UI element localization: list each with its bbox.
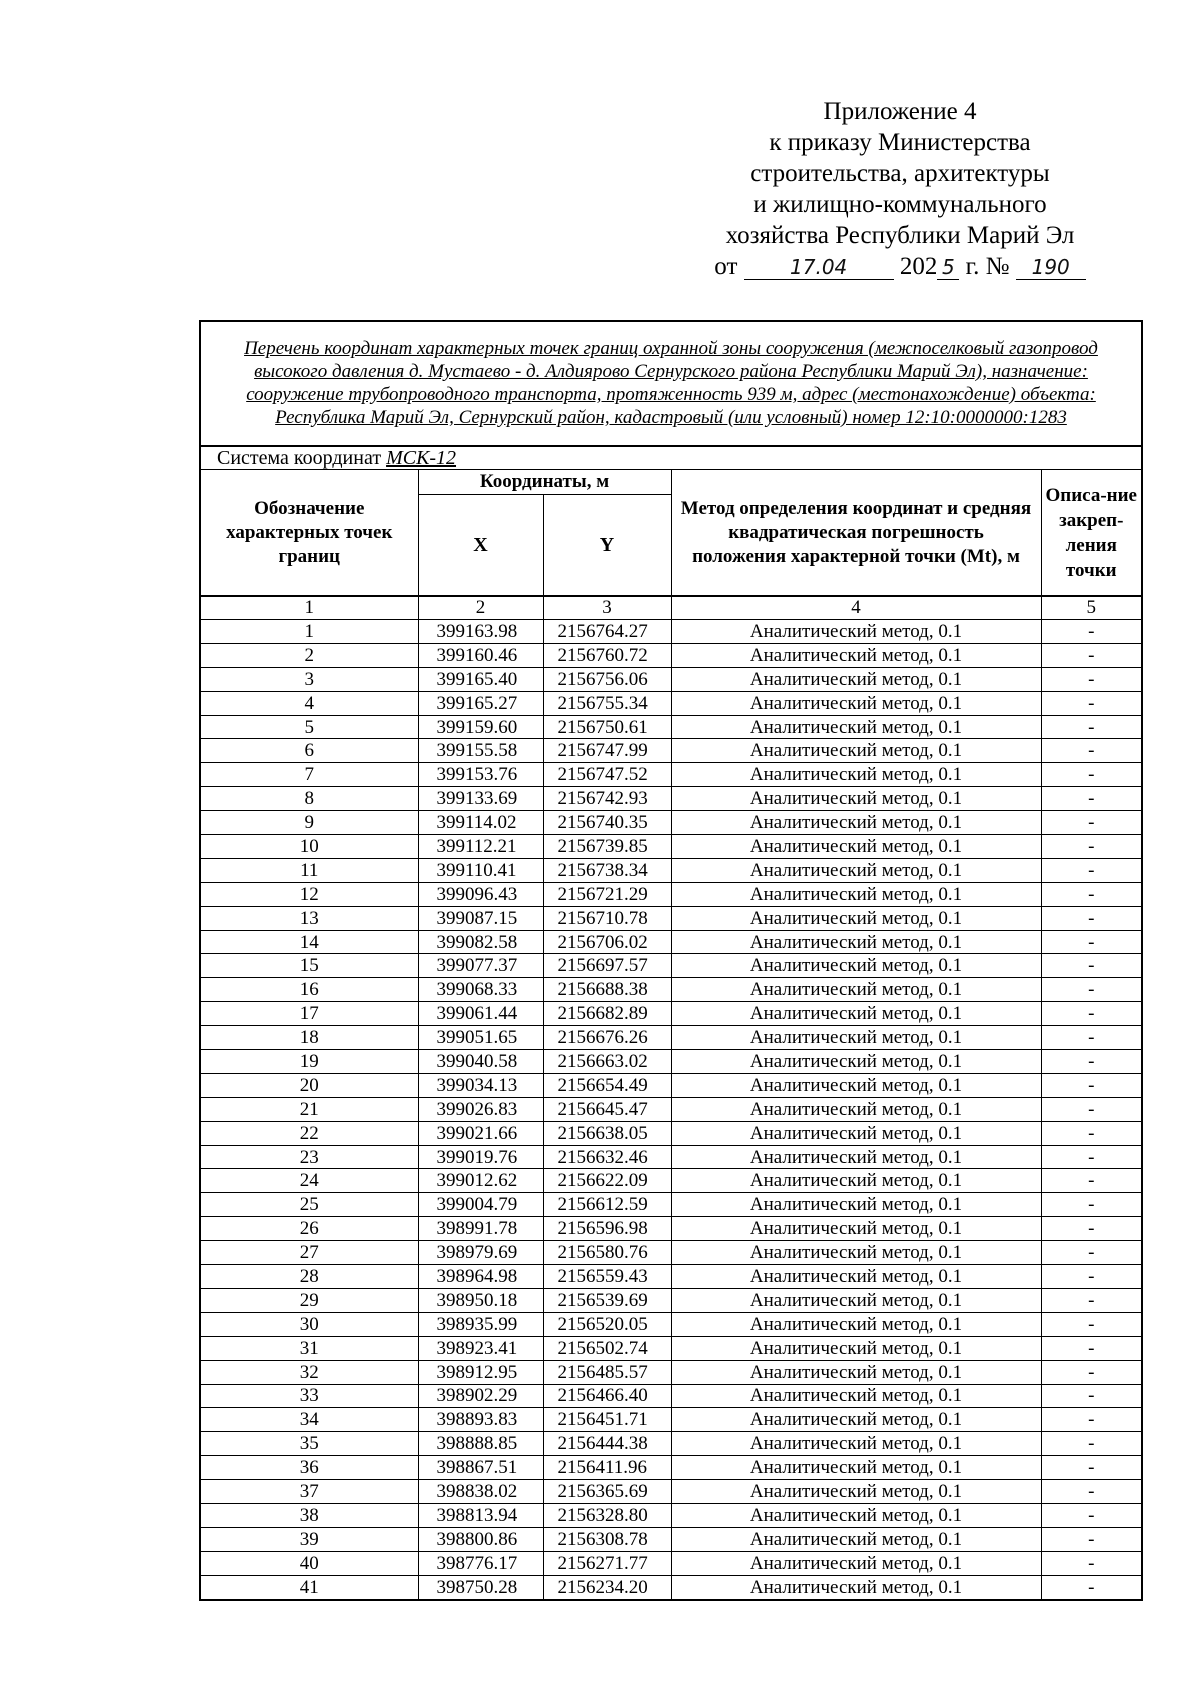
x-coordinate: 398935.99 bbox=[418, 1312, 543, 1336]
fixing-description: - bbox=[1041, 1336, 1142, 1360]
y-coordinate: 2156706.02 bbox=[543, 930, 671, 954]
x-coordinate: 399155.58 bbox=[418, 739, 543, 763]
point-number: 18 bbox=[200, 1026, 418, 1050]
point-number: 27 bbox=[200, 1241, 418, 1265]
method: Аналитический метод, 0.1 bbox=[671, 954, 1041, 978]
fixing-description: - bbox=[1041, 811, 1142, 835]
x-coordinate: 399112.21 bbox=[418, 835, 543, 859]
y-coordinate: 2156738.34 bbox=[543, 858, 671, 882]
x-coordinate: 398991.78 bbox=[418, 1217, 543, 1241]
order-date-handwritten: 17.04 bbox=[744, 255, 894, 280]
y-coordinate: 2156764.27 bbox=[543, 620, 671, 644]
method: Аналитический метод, 0.1 bbox=[671, 835, 1041, 859]
fixing-description: - bbox=[1041, 691, 1142, 715]
point-number: 4 bbox=[200, 691, 418, 715]
table-row bbox=[200, 1217, 1142, 1241]
fixing-description: - bbox=[1041, 858, 1142, 882]
y-coordinate: 2156596.98 bbox=[543, 1217, 671, 1241]
header-line: и жилищно-коммунального bbox=[753, 191, 1047, 218]
x-coordinate: 398776.17 bbox=[418, 1551, 543, 1575]
x-coordinate: 399040.58 bbox=[418, 1050, 543, 1074]
method: Аналитический метод, 0.1 bbox=[671, 1026, 1041, 1050]
point-number: 14 bbox=[200, 930, 418, 954]
x-coordinate: 398867.51 bbox=[418, 1456, 543, 1480]
method: Аналитический метод, 0.1 bbox=[671, 1002, 1041, 1026]
y-coordinate: 2156451.71 bbox=[543, 1408, 671, 1432]
header-coordinates: Координаты, м bbox=[418, 470, 671, 495]
point-number: 38 bbox=[200, 1503, 418, 1527]
table-row bbox=[200, 667, 1142, 691]
table-row bbox=[200, 691, 1142, 715]
x-coordinate: 399163.98 bbox=[418, 620, 543, 644]
x-coordinate: 398888.85 bbox=[418, 1432, 543, 1456]
method: Аналитический метод, 0.1 bbox=[671, 930, 1041, 954]
x-coordinate: 399087.15 bbox=[418, 906, 543, 930]
method: Аналитический метод, 0.1 bbox=[671, 739, 1041, 763]
method: Аналитический метод, 0.1 bbox=[671, 620, 1041, 644]
method: Аналитический метод, 0.1 bbox=[671, 1527, 1041, 1551]
table-row bbox=[200, 1408, 1142, 1432]
table-row bbox=[200, 954, 1142, 978]
method: Аналитический метод, 0.1 bbox=[671, 1265, 1041, 1289]
y-coordinate: 2156756.06 bbox=[543, 667, 671, 691]
order-reference bbox=[690, 251, 1110, 282]
fixing-description: - bbox=[1041, 1408, 1142, 1432]
y-coordinate: 2156520.05 bbox=[543, 1312, 671, 1336]
fixing-description: - bbox=[1041, 715, 1142, 739]
y-coordinate: 2156502.74 bbox=[543, 1336, 671, 1360]
x-coordinate: 399021.66 bbox=[418, 1121, 543, 1145]
x-coordinate: 399061.44 bbox=[418, 1002, 543, 1026]
point-number: 30 bbox=[200, 1312, 418, 1336]
y-coordinate: 2156755.34 bbox=[543, 691, 671, 715]
point-number: 2 bbox=[200, 643, 418, 667]
method: Аналитический метод, 0.1 bbox=[671, 1551, 1041, 1575]
x-coordinate: 398902.29 bbox=[418, 1384, 543, 1408]
table-row bbox=[200, 858, 1142, 882]
column-number: 1 bbox=[200, 596, 418, 620]
table-row bbox=[200, 1456, 1142, 1480]
fixing-description: - bbox=[1041, 978, 1142, 1002]
table-row bbox=[200, 1145, 1142, 1169]
table-row bbox=[200, 1288, 1142, 1312]
table-row bbox=[200, 811, 1142, 835]
coordinate-system bbox=[200, 446, 1142, 470]
table-row bbox=[200, 978, 1142, 1002]
fixing-description: - bbox=[1041, 1575, 1142, 1599]
fixing-description: - bbox=[1041, 835, 1142, 859]
point-number: 16 bbox=[200, 978, 418, 1002]
method: Аналитический метод, 0.1 bbox=[671, 691, 1041, 715]
x-coordinate: 399096.43 bbox=[418, 882, 543, 906]
fixing-description: - bbox=[1041, 1169, 1142, 1193]
method: Аналитический метод, 0.1 bbox=[671, 1575, 1041, 1599]
column-number: 4 bbox=[671, 596, 1041, 620]
table-row bbox=[200, 1527, 1142, 1551]
y-coordinate: 2156760.72 bbox=[543, 643, 671, 667]
x-coordinate: 399165.40 bbox=[418, 667, 543, 691]
method: Аналитический метод, 0.1 bbox=[671, 1073, 1041, 1097]
fixing-description: - bbox=[1041, 1097, 1142, 1121]
table-row bbox=[200, 1026, 1142, 1050]
table-row bbox=[200, 715, 1142, 739]
x-coordinate: 398979.69 bbox=[418, 1241, 543, 1265]
point-number: 9 bbox=[200, 811, 418, 835]
y-coordinate: 2156645.47 bbox=[543, 1097, 671, 1121]
header-designation: Обозначение характерных точек границ bbox=[200, 470, 418, 597]
number-sign: № bbox=[985, 253, 1010, 280]
fixing-description: - bbox=[1041, 787, 1142, 811]
y-coordinate: 2156682.89 bbox=[543, 1002, 671, 1026]
table-row bbox=[200, 1050, 1142, 1074]
x-coordinate: 399068.33 bbox=[418, 978, 543, 1002]
method: Аналитический метод, 0.1 bbox=[671, 978, 1041, 1002]
appendix-header bbox=[690, 96, 1110, 282]
method: Аналитический метод, 0.1 bbox=[671, 1480, 1041, 1504]
method: Аналитический метод, 0.1 bbox=[671, 1050, 1041, 1074]
point-number: 11 bbox=[200, 858, 418, 882]
table-row bbox=[200, 1480, 1142, 1504]
point-number: 34 bbox=[200, 1408, 418, 1432]
fixing-description: - bbox=[1041, 620, 1142, 644]
y-coordinate: 2156750.61 bbox=[543, 715, 671, 739]
point-number: 23 bbox=[200, 1145, 418, 1169]
point-number: 32 bbox=[200, 1360, 418, 1384]
fixing-description: - bbox=[1041, 739, 1142, 763]
fixing-description: - bbox=[1041, 930, 1142, 954]
year-prefix: 202 bbox=[899, 253, 938, 280]
x-coordinate: 398813.94 bbox=[418, 1503, 543, 1527]
method: Аналитический метод, 0.1 bbox=[671, 1360, 1041, 1384]
x-coordinate: 399159.60 bbox=[418, 715, 543, 739]
coordinate-system-value: МСК-12 bbox=[386, 447, 457, 469]
point-number: 5 bbox=[200, 715, 418, 739]
table-row bbox=[200, 1503, 1142, 1527]
fixing-description: - bbox=[1041, 1480, 1142, 1504]
x-coordinate: 398912.95 bbox=[418, 1360, 543, 1384]
table-row bbox=[200, 1575, 1142, 1599]
point-number: 10 bbox=[200, 835, 418, 859]
y-coordinate: 2156740.35 bbox=[543, 811, 671, 835]
point-number: 7 bbox=[200, 763, 418, 787]
table-body bbox=[200, 620, 1142, 1600]
table-row bbox=[200, 1360, 1142, 1384]
y-coordinate: 2156710.78 bbox=[543, 906, 671, 930]
method: Аналитический метод, 0.1 bbox=[671, 1384, 1041, 1408]
method: Аналитический метод, 0.1 bbox=[671, 1241, 1041, 1265]
table-row bbox=[200, 906, 1142, 930]
method: Аналитический метод, 0.1 bbox=[671, 715, 1041, 739]
y-coordinate: 2156739.85 bbox=[543, 835, 671, 859]
point-number: 20 bbox=[200, 1073, 418, 1097]
table-row bbox=[200, 1169, 1142, 1193]
method: Аналитический метод, 0.1 bbox=[671, 1408, 1041, 1432]
header-description: Описа-ние закреп-ления точки bbox=[1041, 470, 1142, 597]
table-row bbox=[200, 739, 1142, 763]
point-number: 19 bbox=[200, 1050, 418, 1074]
point-number: 26 bbox=[200, 1217, 418, 1241]
y-coordinate: 2156271.77 bbox=[543, 1551, 671, 1575]
x-coordinate: 399019.76 bbox=[418, 1145, 543, 1169]
order-number-handwritten: 190 bbox=[1016, 255, 1086, 280]
y-coordinate: 2156612.59 bbox=[543, 1193, 671, 1217]
table-row bbox=[200, 1193, 1142, 1217]
fixing-description: - bbox=[1041, 1265, 1142, 1289]
point-number: 22 bbox=[200, 1121, 418, 1145]
table-row bbox=[200, 1336, 1142, 1360]
y-coordinate: 2156688.38 bbox=[543, 978, 671, 1002]
x-coordinate: 399082.58 bbox=[418, 930, 543, 954]
column-number: 3 bbox=[543, 596, 671, 620]
x-coordinate: 399110.41 bbox=[418, 858, 543, 882]
fixing-description: - bbox=[1041, 954, 1142, 978]
fixing-description: - bbox=[1041, 1384, 1142, 1408]
fixing-description: - bbox=[1041, 1432, 1142, 1456]
header-y: Y bbox=[543, 495, 671, 597]
fixing-description: - bbox=[1041, 1193, 1142, 1217]
fixing-description: - bbox=[1041, 667, 1142, 691]
table-row bbox=[200, 620, 1142, 644]
point-number: 12 bbox=[200, 882, 418, 906]
point-number: 6 bbox=[200, 739, 418, 763]
method: Аналитический метод, 0.1 bbox=[671, 811, 1041, 835]
x-coordinate: 399012.62 bbox=[418, 1169, 543, 1193]
point-number: 39 bbox=[200, 1527, 418, 1551]
point-number: 25 bbox=[200, 1193, 418, 1217]
point-number: 28 bbox=[200, 1265, 418, 1289]
y-coordinate: 2156580.76 bbox=[543, 1241, 671, 1265]
method: Аналитический метод, 0.1 bbox=[671, 1217, 1041, 1241]
method: Аналитический метод, 0.1 bbox=[671, 1193, 1041, 1217]
x-coordinate: 399114.02 bbox=[418, 811, 543, 835]
header-line: к приказу Министерства bbox=[769, 129, 1031, 156]
fixing-description: - bbox=[1041, 1527, 1142, 1551]
x-coordinate: 398964.98 bbox=[418, 1265, 543, 1289]
table-row bbox=[200, 1241, 1142, 1265]
method: Аналитический метод, 0.1 bbox=[671, 643, 1041, 667]
x-coordinate: 398838.02 bbox=[418, 1480, 543, 1504]
y-coordinate: 2156632.46 bbox=[543, 1145, 671, 1169]
y-coordinate: 2156721.29 bbox=[543, 882, 671, 906]
fixing-description: - bbox=[1041, 1145, 1142, 1169]
header-line: Приложение 4 bbox=[823, 98, 977, 125]
x-coordinate: 398893.83 bbox=[418, 1408, 543, 1432]
point-number: 35 bbox=[200, 1432, 418, 1456]
y-coordinate: 2156697.57 bbox=[543, 954, 671, 978]
table-row bbox=[200, 1097, 1142, 1121]
method: Аналитический метод, 0.1 bbox=[671, 882, 1041, 906]
table-row bbox=[200, 1312, 1142, 1336]
fixing-description: - bbox=[1041, 1050, 1142, 1074]
y-coordinate: 2156742.93 bbox=[543, 787, 671, 811]
coordinate-system-label: Система координат bbox=[217, 447, 382, 469]
fixing-description: - bbox=[1041, 643, 1142, 667]
point-number: 15 bbox=[200, 954, 418, 978]
method: Аналитический метод, 0.1 bbox=[671, 906, 1041, 930]
table-row bbox=[200, 1073, 1142, 1097]
method: Аналитический метод, 0.1 bbox=[671, 1503, 1041, 1527]
fixing-description: - bbox=[1041, 1551, 1142, 1575]
fixing-description: - bbox=[1041, 1456, 1142, 1480]
fixing-description: - bbox=[1041, 1360, 1142, 1384]
table-row bbox=[200, 930, 1142, 954]
x-coordinate: 399004.79 bbox=[418, 1193, 543, 1217]
table-row bbox=[200, 1265, 1142, 1289]
fixing-description: - bbox=[1041, 1026, 1142, 1050]
fixing-description: - bbox=[1041, 1073, 1142, 1097]
method: Аналитический метод, 0.1 bbox=[671, 787, 1041, 811]
point-number: 17 bbox=[200, 1002, 418, 1026]
fixing-description: - bbox=[1041, 1312, 1142, 1336]
table-row bbox=[200, 1551, 1142, 1575]
method: Аналитический метод, 0.1 bbox=[671, 667, 1041, 691]
y-coordinate: 2156308.78 bbox=[543, 1527, 671, 1551]
column-number: 5 bbox=[1041, 596, 1142, 620]
x-coordinate: 399153.76 bbox=[418, 763, 543, 787]
y-coordinate: 2156539.69 bbox=[543, 1288, 671, 1312]
coordinates-table bbox=[199, 320, 1143, 1601]
point-number: 41 bbox=[200, 1575, 418, 1599]
y-coordinate: 2156485.57 bbox=[543, 1360, 671, 1384]
column-number: 2 bbox=[418, 596, 543, 620]
header-method: Метод определения координат и средняя квадратическая погрешность положения характерной точки (Mt), м bbox=[671, 470, 1041, 597]
table-row bbox=[200, 787, 1142, 811]
table-row bbox=[200, 882, 1142, 906]
point-number: 13 bbox=[200, 906, 418, 930]
method: Аналитический метод, 0.1 bbox=[671, 1121, 1041, 1145]
order-prefix: от bbox=[714, 253, 738, 280]
table-row bbox=[200, 643, 1142, 667]
header-x: X bbox=[418, 495, 543, 597]
x-coordinate: 399026.83 bbox=[418, 1097, 543, 1121]
method: Аналитический метод, 0.1 bbox=[671, 1097, 1041, 1121]
point-number: 40 bbox=[200, 1551, 418, 1575]
y-coordinate: 2156654.49 bbox=[543, 1073, 671, 1097]
fixing-description: - bbox=[1041, 906, 1142, 930]
x-coordinate: 399034.13 bbox=[418, 1073, 543, 1097]
method: Аналитический метод, 0.1 bbox=[671, 763, 1041, 787]
x-coordinate: 399133.69 bbox=[418, 787, 543, 811]
table-row bbox=[200, 1432, 1142, 1456]
y-coordinate: 2156559.43 bbox=[543, 1265, 671, 1289]
point-number: 21 bbox=[200, 1097, 418, 1121]
y-coordinate: 2156638.05 bbox=[543, 1121, 671, 1145]
y-coordinate: 2156411.96 bbox=[543, 1456, 671, 1480]
point-number: 24 bbox=[200, 1169, 418, 1193]
table-row bbox=[200, 763, 1142, 787]
y-coordinate: 2156444.38 bbox=[543, 1432, 671, 1456]
method: Аналитический метод, 0.1 bbox=[671, 1312, 1041, 1336]
method: Аналитический метод, 0.1 bbox=[671, 1288, 1041, 1312]
header-line: хозяйства Республики Марий Эл bbox=[725, 222, 1075, 249]
y-coordinate: 2156622.09 bbox=[543, 1169, 671, 1193]
x-coordinate: 398800.86 bbox=[418, 1527, 543, 1551]
method: Аналитический метод, 0.1 bbox=[671, 1145, 1041, 1169]
fixing-description: - bbox=[1041, 1503, 1142, 1527]
method: Аналитический метод, 0.1 bbox=[671, 1169, 1041, 1193]
y-coordinate: 2156676.26 bbox=[543, 1026, 671, 1050]
x-coordinate: 399051.65 bbox=[418, 1026, 543, 1050]
header-line: строительства, архитектуры bbox=[750, 160, 1050, 187]
method: Аналитический метод, 0.1 bbox=[671, 1336, 1041, 1360]
x-coordinate: 399077.37 bbox=[418, 954, 543, 978]
x-coordinate: 398950.18 bbox=[418, 1288, 543, 1312]
fixing-description: - bbox=[1041, 1241, 1142, 1265]
point-number: 33 bbox=[200, 1384, 418, 1408]
y-coordinate: 2156234.20 bbox=[543, 1575, 671, 1599]
point-number: 8 bbox=[200, 787, 418, 811]
x-coordinate: 398923.41 bbox=[418, 1336, 543, 1360]
method: Аналитический метод, 0.1 bbox=[671, 858, 1041, 882]
fixing-description: - bbox=[1041, 1121, 1142, 1145]
method: Аналитический метод, 0.1 bbox=[671, 1456, 1041, 1480]
table-row bbox=[200, 1121, 1142, 1145]
point-number: 37 bbox=[200, 1480, 418, 1504]
point-number: 1 bbox=[200, 620, 418, 644]
x-coordinate: 398750.28 bbox=[418, 1575, 543, 1599]
method: Аналитический метод, 0.1 bbox=[671, 1432, 1041, 1456]
y-coordinate: 2156466.40 bbox=[543, 1384, 671, 1408]
fixing-description: - bbox=[1041, 1217, 1142, 1241]
y-coordinate: 2156663.02 bbox=[543, 1050, 671, 1074]
point-number: 31 bbox=[200, 1336, 418, 1360]
x-coordinate: 399160.46 bbox=[418, 643, 543, 667]
point-number: 29 bbox=[200, 1288, 418, 1312]
y-coordinate: 2156747.52 bbox=[543, 763, 671, 787]
x-coordinate: 399165.27 bbox=[418, 691, 543, 715]
table-title: Перечень координат характерных точек границ охранной зоны сооружения (межпоселковый газопровод высокого давления д. Мустаево - д. Алдиярово Сернурского района Республики Марий Эл), назначение: сооружение трубопроводного транспорта, протяженность 939 м, адрес (местонахождение) объекта: Республика Марий Эл, Сернурский район, кадастровый (или условный) номер 12:10:0000000:1283 bbox=[200, 321, 1142, 446]
y-coordinate: 2156365.69 bbox=[543, 1480, 671, 1504]
year-suffix-handwritten: 5 bbox=[937, 255, 959, 280]
point-number: 36 bbox=[200, 1456, 418, 1480]
fixing-description: - bbox=[1041, 882, 1142, 906]
column-number-row bbox=[200, 596, 1142, 620]
table-row bbox=[200, 835, 1142, 859]
year-unit: г. bbox=[965, 253, 980, 280]
table-row bbox=[200, 1384, 1142, 1408]
point-number: 3 bbox=[200, 667, 418, 691]
fixing-description: - bbox=[1041, 1002, 1142, 1026]
y-coordinate: 2156747.99 bbox=[543, 739, 671, 763]
y-coordinate: 2156328.80 bbox=[543, 1503, 671, 1527]
fixing-description: - bbox=[1041, 1288, 1142, 1312]
table-row bbox=[200, 1002, 1142, 1026]
fixing-description: - bbox=[1041, 763, 1142, 787]
